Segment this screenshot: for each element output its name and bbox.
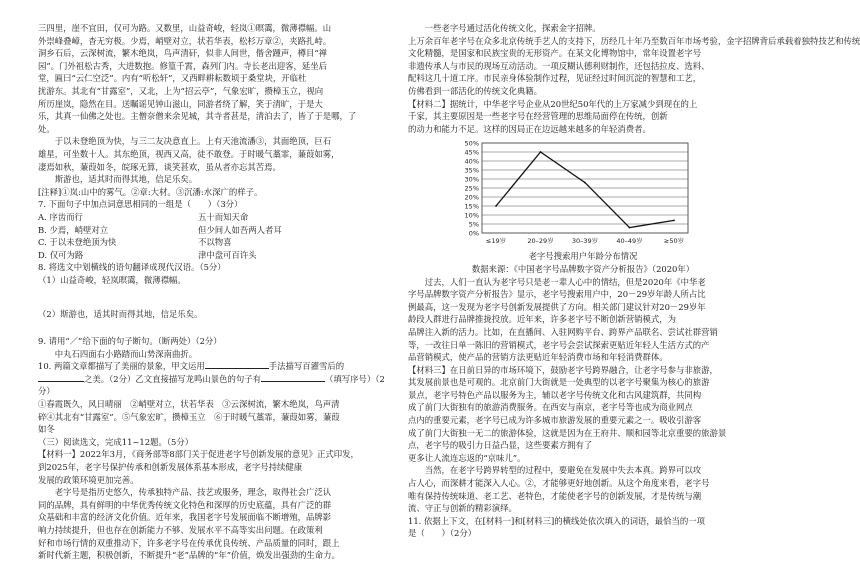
question-11-stem-cont: 是（ ）（2分） <box>408 528 477 539</box>
passage-line: 凄焉如秋，蒹葭如冬，皖琢无算，谈笑甚欢，虽从者亦忘其苦焉。 <box>38 161 281 172</box>
y-tick-label: 30% <box>464 175 479 184</box>
material-line: 的动力和能力不足。这样的因局正在边远越来越多的年轻消费者。 <box>408 123 651 134</box>
left-column <box>38 22 386 562</box>
material-line: 发展的政策环境更加完善。 <box>38 474 139 485</box>
y-tick-label: 45% <box>464 148 479 157</box>
closing-line: 当然，在老字号跨界转型的过程中，要避免在发展中失去本真。跨界可以攻 <box>424 465 702 476</box>
material-line: 非遗传承人与市民的现场互动活动。一项反糊认德利财制作，还包括拉皮、选料、 <box>408 60 710 71</box>
y-tick-label: 35% <box>464 166 479 175</box>
chart-title: 老字号搜索用户年龄分布情况 <box>528 251 638 262</box>
passage-para2 <box>38 135 386 173</box>
material-line: 【材料一】2022年3月，《商务部等8部门关于促进老字号创新发展的意见》正式印发， <box>38 449 359 460</box>
x-tick-label: 30–39岁 <box>571 237 599 246</box>
passage-line: 处。 <box>38 123 55 134</box>
analysis-paragraph <box>408 276 758 364</box>
data-point <box>673 220 675 222</box>
material-line: 配料这几十道工序。市民亲身体验制作过程，见证经过时间沉淀的智慧和工艺， <box>408 73 702 84</box>
data-point <box>540 151 542 153</box>
x-tick-label: 40–49岁 <box>616 237 643 246</box>
option-row[interactable] <box>38 224 386 237</box>
passage-line: 堂，匾曰“云仁空泛”。内有“听松轩”，又西畔耕耘数顷于桑堂块，开临杜 <box>38 73 307 84</box>
question-7-options <box>38 211 386 261</box>
material-line: 其发展前景也是可观的。北京前门大街就是一处典型的以老字号聚集为核心的旅游 <box>408 377 710 388</box>
material-line: 同的品牌，具有鲜明的中华优秀传统文化特色和深厚的历史底蕴，具有广泛的群 <box>38 499 332 510</box>
passage-para1 <box>38 22 386 135</box>
option-c-right: 不以物喜 <box>198 237 232 248</box>
y-tick-label: 25% <box>464 184 479 193</box>
question-8-item-1: （1）山益奇峻，轻岚暝霭，微薄襟幅。 <box>38 274 186 285</box>
passage-line: 扰游东。其北有“甘露室”，又北，上为“招云亭”，气象宏旷，攒樟玉立，视向 <box>38 85 324 96</box>
x-tick-label: 20–29岁 <box>527 237 554 246</box>
material-line: 一些老字号通过活化传统文化，探索金字招牌。 <box>424 23 601 33</box>
material-line: 众基础和丰富的经济文化价值。近年来，我国老字号发展面临不断增殖，品牌影 <box>38 512 332 523</box>
question-9-stem: 9. 请用“／”给下面的句子断句。（断两处）（2分） <box>38 336 222 347</box>
material-line: 上万余百年老字号在众多北京传统手艺人的支持下，历经几十年乃至数百年市场考验，金字招牌背后承载着独特技艺和传统 <box>408 35 860 46</box>
analysis-line: 品营销模式，使产品的营销方法更贴近年轻消费市场和年轻消费群体。 <box>408 352 668 363</box>
closing-paragraph <box>408 464 758 514</box>
analysis-line: 字号品牌数字资产分析报告》显示，老字号搜索用户中，20－29岁年龄人所占比 <box>408 289 706 300</box>
section-3-heading: （三）阅读选文，完成11~12题。（5分） <box>38 436 194 447</box>
line-chart-svg <box>456 137 694 249</box>
answer-space[interactable] <box>38 286 386 308</box>
option-d-right: 津中盘可百许头 <box>198 249 257 260</box>
material-line: 点内的重要元素，老字号已成为许多城市旅游发展的重要元素之一。吸收引游客 <box>408 415 702 426</box>
option-a-right: 五十而知天命 <box>198 211 249 222</box>
question-9-text: 中丸石四面右小路踏而山势深南曲折。 <box>54 348 198 359</box>
question-7-stem: 7. 下面句子中加点词意思相同的一组是（ ）（3分） <box>38 199 243 210</box>
closing-line: 流、守正与创新的精彩演绎。 <box>408 503 517 514</box>
question-10-line1: 10. 两篇文章都描写了美丽的景象，甲文运用 手法描写百濯雪后的 <box>38 361 345 372</box>
option-row[interactable] <box>38 236 386 249</box>
material-1-continued <box>408 22 860 98</box>
question-10-line2: 之美。（2分）乙文直接描写龙鸣山景色的句子有 （填写序号）（2分） <box>38 373 385 397</box>
closing-line: 占人心，而深耕才能深入人心。②，才能够更好地创新。从这个角度来看，老字号 <box>408 478 710 489</box>
material-line: 成了前门大街独一无二的旅游体验，这就是因为在王府井、顺和园等北京重要的旅游景 <box>408 427 727 438</box>
option-d-left: D. 仅可为路 <box>38 249 84 260</box>
y-tick-label: 5% <box>468 220 479 229</box>
answer-blank[interactable] <box>261 373 325 382</box>
data-point <box>495 205 497 207</box>
material-line: 【材料二】据统计，中华老字号企业从20世纪50年代的上万家减少到现在的上 <box>408 98 698 109</box>
passage-line: 于以未登绝顶为快，与三二友决意直上。上有天池流潘③，其面绝顶，巨石 <box>54 136 332 147</box>
option-a-left: A. 序齿而行 <box>38 211 83 222</box>
question-10-items: ①春霞既久，风日晴丽 ②峭壁对立，状若华表 ③云深树流，繁木绝岚，鸟声清 <box>38 399 340 410</box>
analysis-line: 品牌注入新的活力。比如，在直播间、入驻网购平台、跨界产品联名、尝试社群营销 <box>408 326 718 337</box>
y-tick-label: 40% <box>464 157 479 166</box>
material-3 <box>408 364 758 465</box>
x-tick-label: ≤19岁 <box>485 237 507 246</box>
data-point <box>629 227 631 229</box>
material-line: 仿佛看到一部活化的传统文化典籍。 <box>408 85 542 96</box>
option-b-left: B. 少焉，峭壁对立 <box>38 224 109 235</box>
data-point <box>584 182 586 184</box>
y-tick-label: 20% <box>464 193 479 202</box>
material-1 <box>38 448 386 561</box>
option-row[interactable] <box>38 211 386 224</box>
material-line: 景点，老字号特色产品以服务为主，辅以老字号传统文化和古风建筑群，共同构 <box>408 389 702 400</box>
passage-line: 所历崖岚，隐然在目。送瞩谣见钟山滋山，同游者绕了解，笑于清旷，于是大 <box>38 98 323 109</box>
chart-source: 数据来源：《中国老字号品牌数字资产分析报告》（2020年） <box>471 263 695 274</box>
passage-line: 雄星，可坐数十人。其东绝顶，视西又高，徒不敢登。于时暖气藁霏，蒹葭如雾， <box>38 148 340 159</box>
question-8-item-2: （2）斯游也，适其时而得其地，信足乐矣。 <box>38 309 203 320</box>
answer-blank[interactable] <box>205 360 269 369</box>
analysis-line: 例最高，这一发现为老字号创新发展提供了方向。相关部门建议针对20－29岁年 <box>408 301 706 312</box>
passage-line: 外崇峰叠嶂，杳无穷极。少焉，峭壁对立，状若华表，松杉万章②，夹路扎峙。 <box>38 35 332 46</box>
analysis-line: 龄段人群进行品牌推拢投放。近年来，许多老字号不断创新营销模式，为 <box>408 314 676 325</box>
question-8-stem: 8. 将选文中划横线的语句翻译成现代汉语。（5分） <box>38 262 226 273</box>
passage-line: 三四里，崖不宜田，仅可为路。又数里，山益奇峻，轻岚①暝霭，微薄襟幅。山 <box>38 23 332 33</box>
passage-line: 园”。门外祖松古秀，大进数抱。修篁千霄，森列门内。寺长老出迎客，延坐后 <box>38 60 328 71</box>
answer-space[interactable] <box>38 321 386 335</box>
option-row[interactable] <box>38 249 386 262</box>
material-line: 点，老字号的吸引力日益凸显，这些要素方拥有了 <box>408 440 593 451</box>
x-tick-label: ≥50岁 <box>663 237 685 246</box>
material-line: 更多让人流连忘返的“京味儿”。 <box>408 452 526 463</box>
analysis-line: 等，一改往日单一陈旧的营销模式，老字号会尝试探索更贴近年轻人生活方式的产 <box>408 339 710 350</box>
option-b-right: 但少间人如吾两人者耳 <box>198 224 282 235</box>
material-line: 好和市场行情的双重推动下，许多老字号在传承优良传统、产品质量的同时，跟上 <box>38 537 340 548</box>
material-line: 老字号是指历史悠久，传承独特产品、技艺或服务，理念，取得社会广泛认 <box>54 487 332 498</box>
y-tick-label: 10% <box>464 211 479 220</box>
passage-line: 洞乡石后，云深树流，繁木绝岚，鸟声清矸，似非人间世，偕舍踵声，樽目“禅 <box>38 48 328 59</box>
age-distribution-chart <box>456 137 694 249</box>
right-column <box>408 22 860 540</box>
analysis-line: 过去，人们一直认为老字号只是老一辈人心中的情结，但是2020年《中华老 <box>424 276 706 287</box>
material-2 <box>408 98 758 136</box>
material-line: 响力持续提升，但也存在创新能力不够、发展水平不高等实出问题。在政策利 <box>38 524 323 535</box>
annotation-notes: [注释]①岚:山中的雾气。②章:大材。③沉潘:水深广的样子。 <box>38 186 263 197</box>
passage-para3: 斯游也，适其时而得其地，信足乐矣。 <box>54 174 198 185</box>
y-tick-label: 15% <box>464 202 479 211</box>
material-line: 千家，其主要原因是一些老字号在经营管理的思维局面停在传统，创新 <box>408 111 668 122</box>
question-11-stem: 11. 依据上下文，在[材料一]和[材料三]的横线处依次填入的词语，最恰当的一项 <box>408 515 706 526</box>
material-line: 到2025年，老字号保护传承和创新发展体系基本形成，老字号持续健康 <box>38 462 303 472</box>
material-line: 成了前门大街独有的旅游消费服务。在西安与南京，老字号等也成为商业网点 <box>408 402 693 413</box>
option-c-left: C. 于以未登绝顶为快 <box>38 237 117 248</box>
material-line: 文化精髓，是国家和民族宝贵的无形资产。在某文化博物馆中，常年设置老字号 <box>408 48 702 59</box>
material-line: 新时代新主题，积极创新，不断提升“老”品牌的“年”价值，焕发出强劲的生命力。 <box>38 550 340 561</box>
material-line: 【材料三】在日前日异的市场环境下，鼓励老字号跨界融合，让老字号参与非旅游， <box>408 364 718 375</box>
question-10-items: 碎④其北有“甘露室”。⑤气象宏旷，攒樟玉立 ⑥于时暖气藁霏，蒹葭如雾，蒹葭 <box>38 411 340 422</box>
answer-blank[interactable] <box>38 373 84 382</box>
y-tick-label: 50% <box>464 139 479 148</box>
question-10-items: 如冬 <box>38 424 55 435</box>
passage-line: 乐，其真一仙佛之处也。主僧奈僧来余见城，其寺者甚是，清泊去了，皆了于是哪，了 <box>38 111 357 122</box>
closing-line: 唯有保持传统味道、老工艺、老特色，才能使老字号的创新发展，才是传统与潮 <box>408 490 702 501</box>
y-tick-label: 0% <box>468 229 479 238</box>
